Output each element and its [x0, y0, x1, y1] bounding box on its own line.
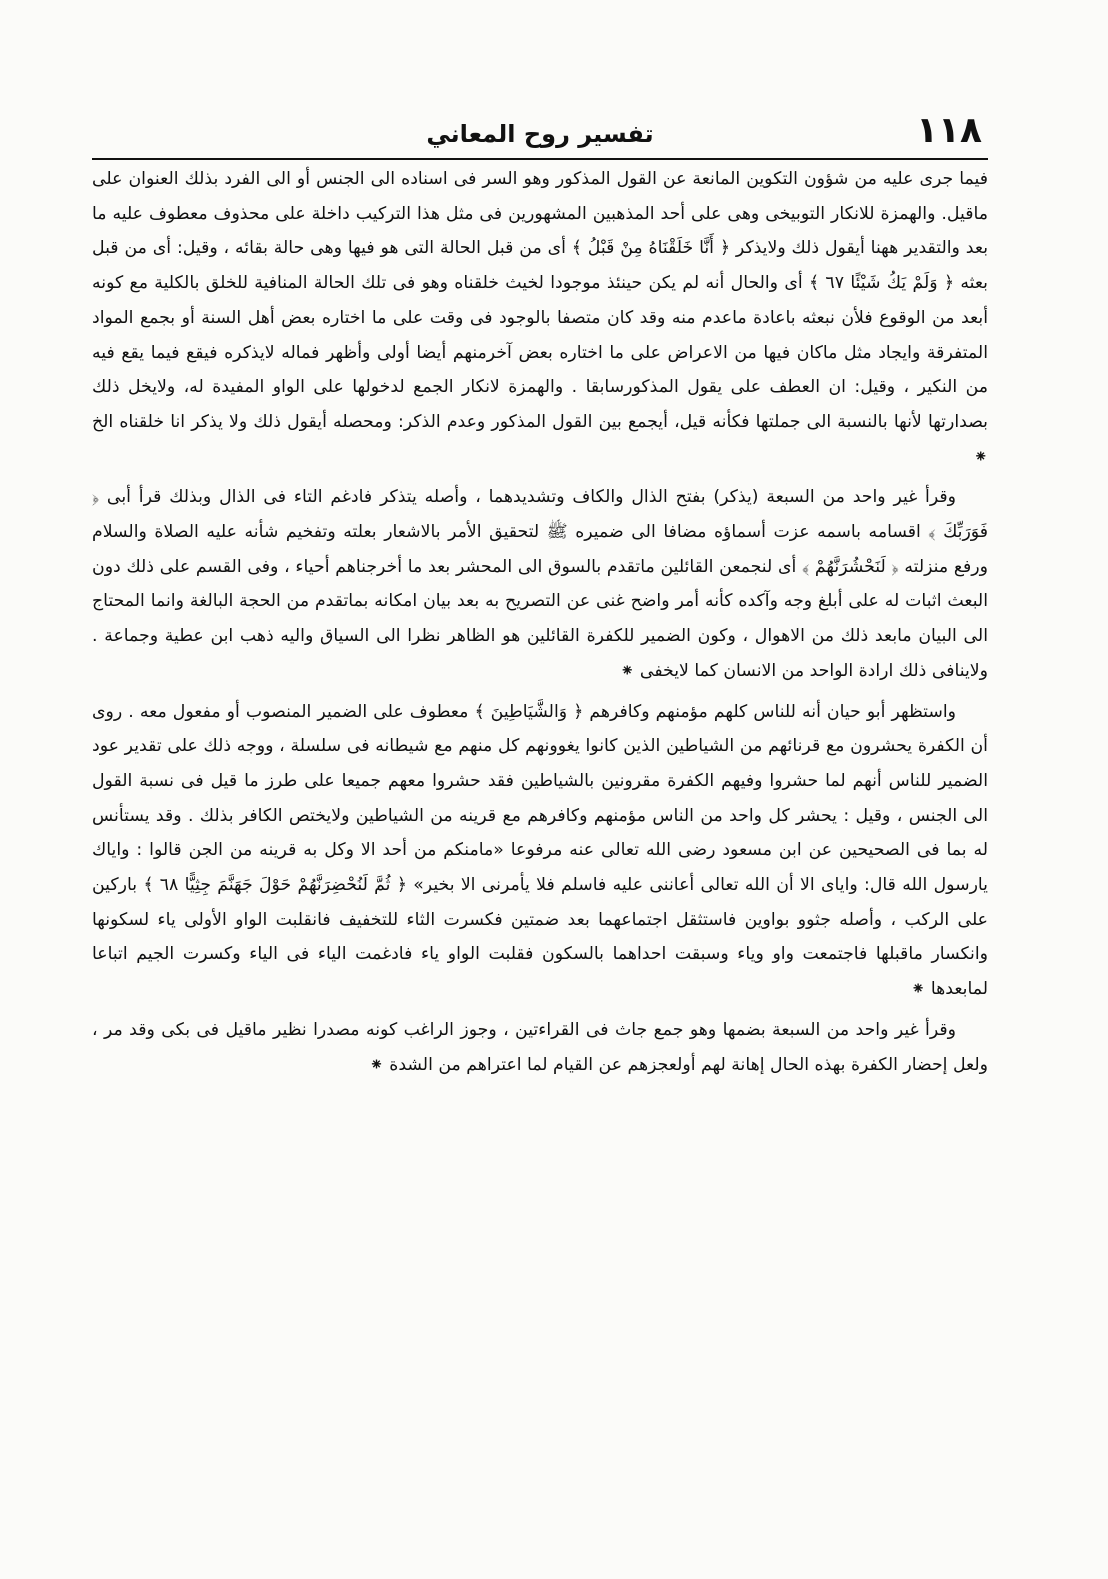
page-header [92, 108, 988, 160]
paragraph: واستظهر أبو حيان أنه للناس كلهم مؤمنهم وكافرهم ﴿ وَالشَّيَاطِينَ ﴾ معطوف على الضمير المنصوب أو مفعول معه . روى أن الكفرة يحشرون مع قرنائهم من الشياطين الذين كانوا يغوونهم كل منهم مع شيطانه فى سلسلة ، ووجه ذلك على تقدير عود الضمير للناس أنهم لما حشروا وفيهم الكفرة مقرونين بالشياطين فقد حشروا معهم جميعا على طرز ما قيل فى نسبة القول الى الجنس ، وقيل : يحشر كل واحد من الناس مؤمنهم وكافرهم مع قرينه من الشياطين ولايختص الكافر بذلك . وقد يستأنس له بما فى الصحيحين عن ابن مسعود رضى الله تعالى عنه مرفوعا «مامنكم من أحد الا وكل به قرينه من الجن قالوا : واياك يارسول الله قال: واياى الا أن الله تعالى أعاننى عليه فاسلم فلا يأمرنى الا بخير» ﴿ ثُمَّ لَنُحْضِرَنَّهُمْ حَوْلَ جَهَنَّمَ جِثِيًّا ٦٨ ﴾ باركين على الركب ، وأصله جثوو بواوين فاستثقل اجتماعهما بعد ضمتين فكسرت الثاء للتخفيف فانقلبت الواو الأولى ياء لسكونها وانكسار ماقبلها فاجتمعت واو وياء وسبقت احداهما بالسكون فقلبت الواو ياء فادغمت الياء فى الياء وكسرت الجيم اتباعا لمابعدها ⁕ [92, 701, 988, 1000]
paragraph: وقرأ غير واحد من السبعة (يذكر) بفتح الذال والكاف وتشديدهما ، وأصله يتذكر فادغم التاء فى الذال وبذلك قرأ أبى ﴿ فَوَرَبِّكَ ﴾ اقسامه باسمه عزت أسماؤه مضافا الى ضميره ﷺ لتحقيق الأمر بالاشعار بعلته وتفخيم شأنه عليه الصلاة والسلام ورفع منزلته ﴿ لَنَحْشُرَنَّهُمْ ﴾ أى لنجمعن القائلين ماتقدم بالسوق الى المحشر بعد ما أخرجناهم أحياء ، وفى القسم على ذلك دون البعث اثبات له على أبلغ وجه وآكده كأنه أمر واضح غنى عن التصريح به بعد بيان امكانه بماتقدم من الحجة البالغة وانما المحتاج الى البيان مابعد ذلك من الاهوال ، وكون الضمير للكفرة القائلين هو الظاهر نظرا الى السياق واليه ذهب ابن عطية وجماعة . ولاينافى ذلك ارادة الواحد من الانسان كما لايخفى ⁕ [92, 487, 988, 681]
paragraph: وقرأ غير واحد من السبعة بضمها وهو جمع جاث فى القراءتين ، وجوز الراغب كونه مصدرا نظير ماقيل فى بكى وقد مر ، ولعل إحضار الكفرة بهذه الحال إهانة لهم أولعجزهم عن القيام لما اعتراهم من الشدة ⁕ [92, 1019, 988, 1075]
commentary-body [92, 162, 988, 1082]
paragraph: فيما جرى عليه من شؤون التكوين المانعة عن القول المذكور وهو السر فى اسناده الى الجنس أو الى الفرد بذلك العنوان على ماقيل. والهمزة للانكار التوبيخى وهى على أحد المذهبين المشهورين فى مثل هذا التركيب داخلة على محذوف معطوف عليه ما بعد والتقدير ههنا أيقول ذلك ولايذكر ﴿ أَنَّا خَلَقْنَاهُ مِنْ قَبْلُ ﴾ أى من قبل الحالة التى هو فيها وهى حالة بقائه ، وقيل: أى من قبل بعثه ﴿ وَلَمْ يَكُ شَيْئًا ٦٧ ﴾ أى والحال أنه لم يكن حينئذ موجودا لخيث خلقناه وهو فى تلك الحالة المنافية للخلق بالكلية مع كونه أبعد من الوقوع فلأن نبعثه باعادة ماعدم منه وقد كان متصفا بالوجود فى وقت على ما اختاره بعض أهل السنة أو بجمع المواد المتفرقة وايجاد مثل ماكان فيها من الاعراض على ما اختاره بعض آخرمنهم أيضا أولى وأظهر فماله لايذكره فيقع فيما يقع فيه من النكير ، وقيل: ان العطف على يقول المذكورسابقا . والهمزة لانكار الجمع لدخولها على الواو المفيدة له، ولايخل ذلك بصدارتها لأنها بالنسبة الى جملتها فكأنه قيل، أيجمع بين القول المذكور وعدم الذكر: ومحصله أيقول ذلك ولا يذكر انا خلقناه الخ ⁕ [92, 169, 988, 467]
running-title: تفسير روح المعاني [426, 120, 654, 148]
book-page [92, 108, 988, 1528]
page-number: ١١٨ [916, 110, 982, 151]
